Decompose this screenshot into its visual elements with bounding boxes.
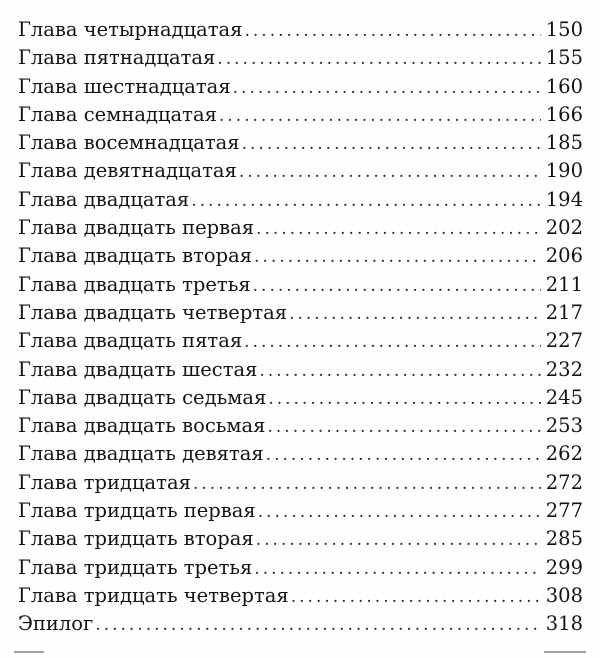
toc-entry[interactable]: [18, 101, 583, 129]
toc-entry-title: Глава двадцать первая: [18, 216, 255, 240]
toc-dot-leader: [217, 45, 541, 73]
toc-dot-leader: [244, 17, 541, 45]
toc-entry-page: 308: [545, 583, 583, 607]
toc-entry-title: Глава четырнадцатая: [18, 18, 243, 41]
toc-entry[interactable]: [18, 497, 583, 525]
toc-entry[interactable]: [18, 412, 583, 440]
toc-entry[interactable]: [18, 356, 583, 384]
toc-dot-leader: [258, 498, 541, 526]
toc-entry-title: Глава тридцать четвертая: [18, 583, 289, 607]
toc-entry-title: Эпилог: [18, 612, 94, 636]
toc-dot-leader: [254, 555, 541, 583]
toc-entry-page: 262: [545, 442, 583, 466]
toc-dot-leader: [191, 187, 541, 215]
toc-entry-page: 206: [545, 244, 583, 268]
toc-dot-leader: [256, 526, 541, 554]
toc-entry-title: Глава двадцать четвертая: [18, 300, 288, 324]
toc-entry-page: 245: [545, 385, 583, 409]
toc-entry-title: Глава двадцать восьмая: [18, 414, 266, 438]
toc-entry-page: 185: [545, 131, 583, 155]
toc-entry[interactable]: [18, 384, 583, 412]
toc-entry-title: Глава пятнадцатая: [18, 46, 216, 70]
toc-entry-page: 202: [545, 216, 583, 240]
toc-entry[interactable]: [18, 73, 583, 101]
toc-entry[interactable]: [18, 242, 583, 270]
toc-dot-leader: [239, 158, 541, 186]
toc-entry[interactable]: [18, 214, 583, 242]
toc-entry-page: 253: [545, 414, 583, 438]
toc-entry-title: Глава двадцать вторая: [18, 244, 253, 268]
toc-entry-page: 318: [545, 612, 583, 636]
toc-entry[interactable]: [18, 554, 583, 582]
toc-entry-page: 299: [545, 555, 583, 579]
toc-entry-page: 190: [545, 159, 583, 183]
toc-entry-page: 217: [545, 300, 583, 324]
toc-entry[interactable]: [18, 271, 583, 299]
toc-entry-page: 194: [545, 187, 583, 211]
table-of-contents: [18, 16, 583, 639]
toc-dot-leader: [253, 272, 541, 300]
toc-entry-title: Глава тридцать вторая: [18, 527, 254, 551]
toc-entry[interactable]: [18, 525, 583, 553]
toc-entry[interactable]: [18, 440, 583, 468]
toc-dot-leader: [266, 441, 541, 469]
toc-entry-page: 285: [545, 527, 583, 551]
toc-dot-leader: [256, 215, 541, 243]
toc-entry[interactable]: [18, 327, 583, 355]
toc-entry-title: Глава двадцать шестая: [18, 357, 258, 381]
toc-dot-leader: [267, 413, 541, 441]
toc-entry[interactable]: [18, 44, 583, 72]
toc-entry-title: Глава тридцать первая: [18, 499, 256, 523]
toc-entry[interactable]: [18, 157, 583, 185]
toc-dot-leader: [193, 470, 541, 498]
toc-dot-leader: [259, 357, 541, 385]
toc-entry-title: Глава двадцатая: [18, 187, 190, 211]
toc-entry-title: Глава двадцать седьмая: [18, 385, 267, 409]
toc-entry-page: 232: [545, 357, 583, 381]
toc-entry-title: Глава тридцатая: [18, 470, 191, 494]
toc-entry[interactable]: [18, 186, 583, 214]
toc-entry-page: 211: [545, 272, 583, 296]
toc-dot-leader: [244, 328, 541, 356]
toc-entry-title: Глава семнадцатая: [18, 102, 217, 126]
toc-dot-leader: [289, 300, 541, 328]
toc-entry-page: 160: [545, 74, 583, 98]
toc-dot-leader: [95, 611, 541, 639]
toc-entry[interactable]: [18, 16, 583, 44]
toc-dot-leader: [268, 385, 541, 413]
toc-entry-page: 155: [545, 46, 583, 70]
page-bottom-edge: [14, 651, 586, 653]
toc-entry-title: Глава девятнадцатая: [18, 159, 237, 183]
toc-entry-title: Глава двадцать пятая: [18, 329, 243, 353]
toc-entry-page: 277: [545, 499, 583, 523]
toc-entry-page: 272: [545, 470, 583, 494]
toc-entry-title: Глава тридцать третья: [18, 555, 253, 579]
toc-entry[interactable]: [18, 299, 583, 327]
toc-entry-page: 227: [545, 329, 583, 353]
toc-dot-leader: [242, 130, 541, 158]
toc-entry-title: Глава двадцать девятая: [18, 442, 264, 466]
toc-dot-leader: [291, 583, 541, 611]
toc-entry-title: Глава шестнадцатая: [18, 74, 231, 98]
toc-entry[interactable]: [18, 129, 583, 157]
toc-dot-leader: [233, 74, 541, 102]
toc-entry-epilogue[interactable]: [18, 610, 583, 638]
toc-entry-page: 150: [545, 18, 583, 41]
toc-dot-leader: [219, 102, 541, 130]
toc-dot-leader: [254, 243, 541, 271]
toc-entry-page: 166: [545, 102, 583, 126]
toc-entry-title: Глава двадцать третья: [18, 272, 251, 296]
toc-entry[interactable]: [18, 469, 583, 497]
toc-entry-title: Глава восемнадцатая: [18, 131, 240, 155]
toc-entry[interactable]: [18, 582, 583, 610]
